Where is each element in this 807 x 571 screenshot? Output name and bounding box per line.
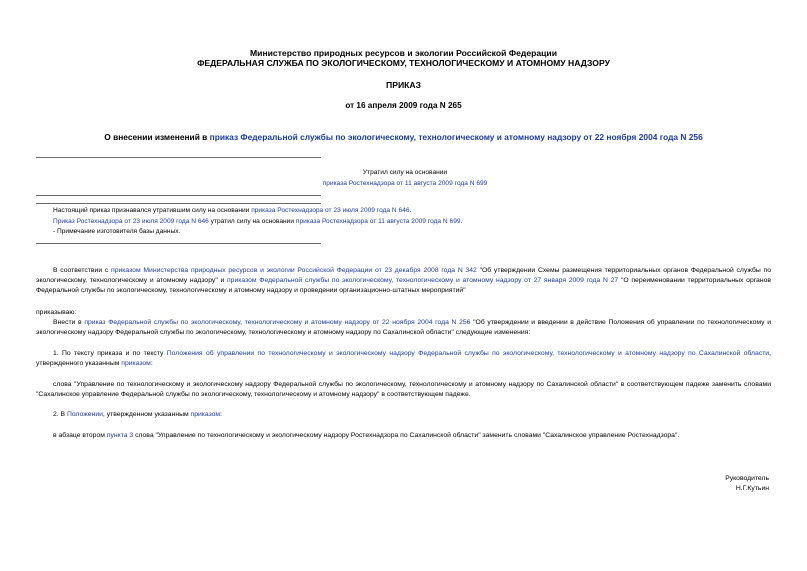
paragraph-text: слова "Управление по технологическому и экологическому надзору Ростехнадзора по Сахалинской области" заменить словами "Сахалинское управление Ростехнадзора". — [133, 432, 680, 439]
signature-block — [725, 474, 769, 494]
note-text: Настоящий приказ признавался утратившим силу на основании — [53, 207, 252, 214]
paragraph-text: "Об утверждении Схемы размещения территориальных органов Федеральной службы по экологическому, технологическому и атомному надзору" и — [36, 267, 771, 284]
divider — [36, 157, 321, 158]
paragraph-text: "О переименовании территориальных органов Федеральной службы по экологическому, технологическому и атомному надзору и проведении организационно-штатных мероприятий" — [36, 277, 771, 294]
signature-role: Руководитель — [725, 475, 769, 482]
note-link[interactable]: приказа Ростехнадзора от 23 июля 2009 года N 646 — [251, 207, 410, 214]
paragraph-link[interactable]: приказом — [121, 360, 151, 367]
paragraph-basis — [36, 266, 771, 296]
note-text: утратил силу на основании — [208, 217, 296, 225]
paragraph-text: , утвержденном указанным — [102, 411, 191, 418]
paragraph-text: "Об утверждении и введении в действие Положения об управлении по технологическому и экологическому надзору Федеральной службы по экологическому, технологическому и атомному надзору по Сахалинской области" следующие изменения: — [36, 319, 772, 336]
divider — [36, 203, 321, 204]
orders-line: приказываю: — [36, 309, 77, 316]
paragraph-link[interactable]: приказом Федеральной службы по экологическому, технологическому и атомному надзору от 27 января 2009 года N 27 — [226, 277, 619, 284]
paragraph-link[interactable]: приказом — [190, 411, 221, 418]
paragraph-link[interactable]: приказ Федеральной службы по экологическому, технологическому и атомному надзору от 22 ноября 2004 года N 256 — [84, 319, 471, 326]
note-link[interactable]: приказа Ростехнадзора от 11 августа 2009 года N 699 — [295, 217, 461, 225]
paragraph-text: 1. По тексту приказа и по тексту — [53, 350, 167, 357]
paragraph-text: Внести в — [53, 319, 85, 326]
paragraph-text: : — [220, 411, 222, 418]
paragraph-link[interactable]: Положения об управлении по технологическому и экологическому надзору Федеральной службы по экологическому, технологическому и атомному надзору по Сахалинской области — [166, 350, 770, 357]
signature-name: Н.Г.Кутьин — [735, 485, 769, 492]
note-line-3: - Примечание изготовителя базы данных. — [53, 228, 181, 235]
paragraph-text: В соответствии с — [53, 267, 112, 274]
paragraph-link[interactable]: Положении — [66, 411, 103, 418]
note-link[interactable]: Приказ Ростехнадзора от 23 июля 2009 года N 646 — [53, 217, 209, 225]
paragraph-text: : — [150, 360, 153, 367]
paragraph-amend — [36, 318, 771, 338]
paragraph-item-2-detail — [36, 431, 771, 441]
document-title — [0, 132, 807, 143]
lost-force-link[interactable]: приказа Ростехнадзора от 11 августа 2009 года N 699 — [322, 180, 488, 187]
document-date: от 16 апреля 2009 года N 265 — [345, 101, 462, 110]
paragraph-replace-words: слова "Управление по технологическому и экологическому надзору Федеральной службы по экологическому, технологическому и атомному надзору по Сахалинской области" в соответствующем падеже заменить словами "Сахалинское управление Федеральной службы по экологическому, технологическому и атомному надзору" в соответствующем падеже. — [36, 381, 771, 398]
document-type: ПРИКАЗ — [386, 80, 421, 90]
paragraph-item-1 — [36, 349, 771, 369]
paragraph-item-2 — [36, 410, 771, 420]
note-line-2 — [53, 217, 513, 228]
paragraph-text: в абзаце втором — [53, 432, 107, 439]
title-prefix: О внесении изменений в — [104, 132, 210, 142]
note-text: . — [409, 207, 412, 214]
lost-force-block — [300, 167, 510, 189]
ministry-name: Министерство природных ресурсов и экологии Российской Федерации — [250, 48, 557, 58]
document-header — [0, 48, 807, 68]
note-text: . — [460, 217, 463, 225]
paragraph-text: 2. В — [53, 411, 67, 418]
lost-force-text: Утратил силу на основании — [362, 169, 448, 176]
editor-note — [53, 206, 513, 238]
paragraph-text: , утвержденного указанным — [36, 350, 771, 367]
paragraph-link[interactable]: пункта 3 — [106, 432, 134, 439]
service-name: ФЕДЕРАЛЬНАЯ СЛУЖБА ПО ЭКОЛОГИЧЕСКОМУ, ТЕХНОЛОГИЧЕСКОМУ И АТОМНОМУ НАДЗОРУ — [197, 58, 610, 68]
note-line-1 — [53, 206, 513, 217]
divider — [36, 195, 321, 196]
paragraph-link[interactable]: приказом Министерства природных ресурсов и экологии Российской Федерации от 23 декабря 2008 года N 342 — [111, 267, 477, 274]
title-link[interactable]: приказ Федеральной службы по экологическому, технологическому и атомному надзору от 22 ноября 2004 года N 256 — [209, 132, 703, 142]
divider — [36, 243, 321, 244]
